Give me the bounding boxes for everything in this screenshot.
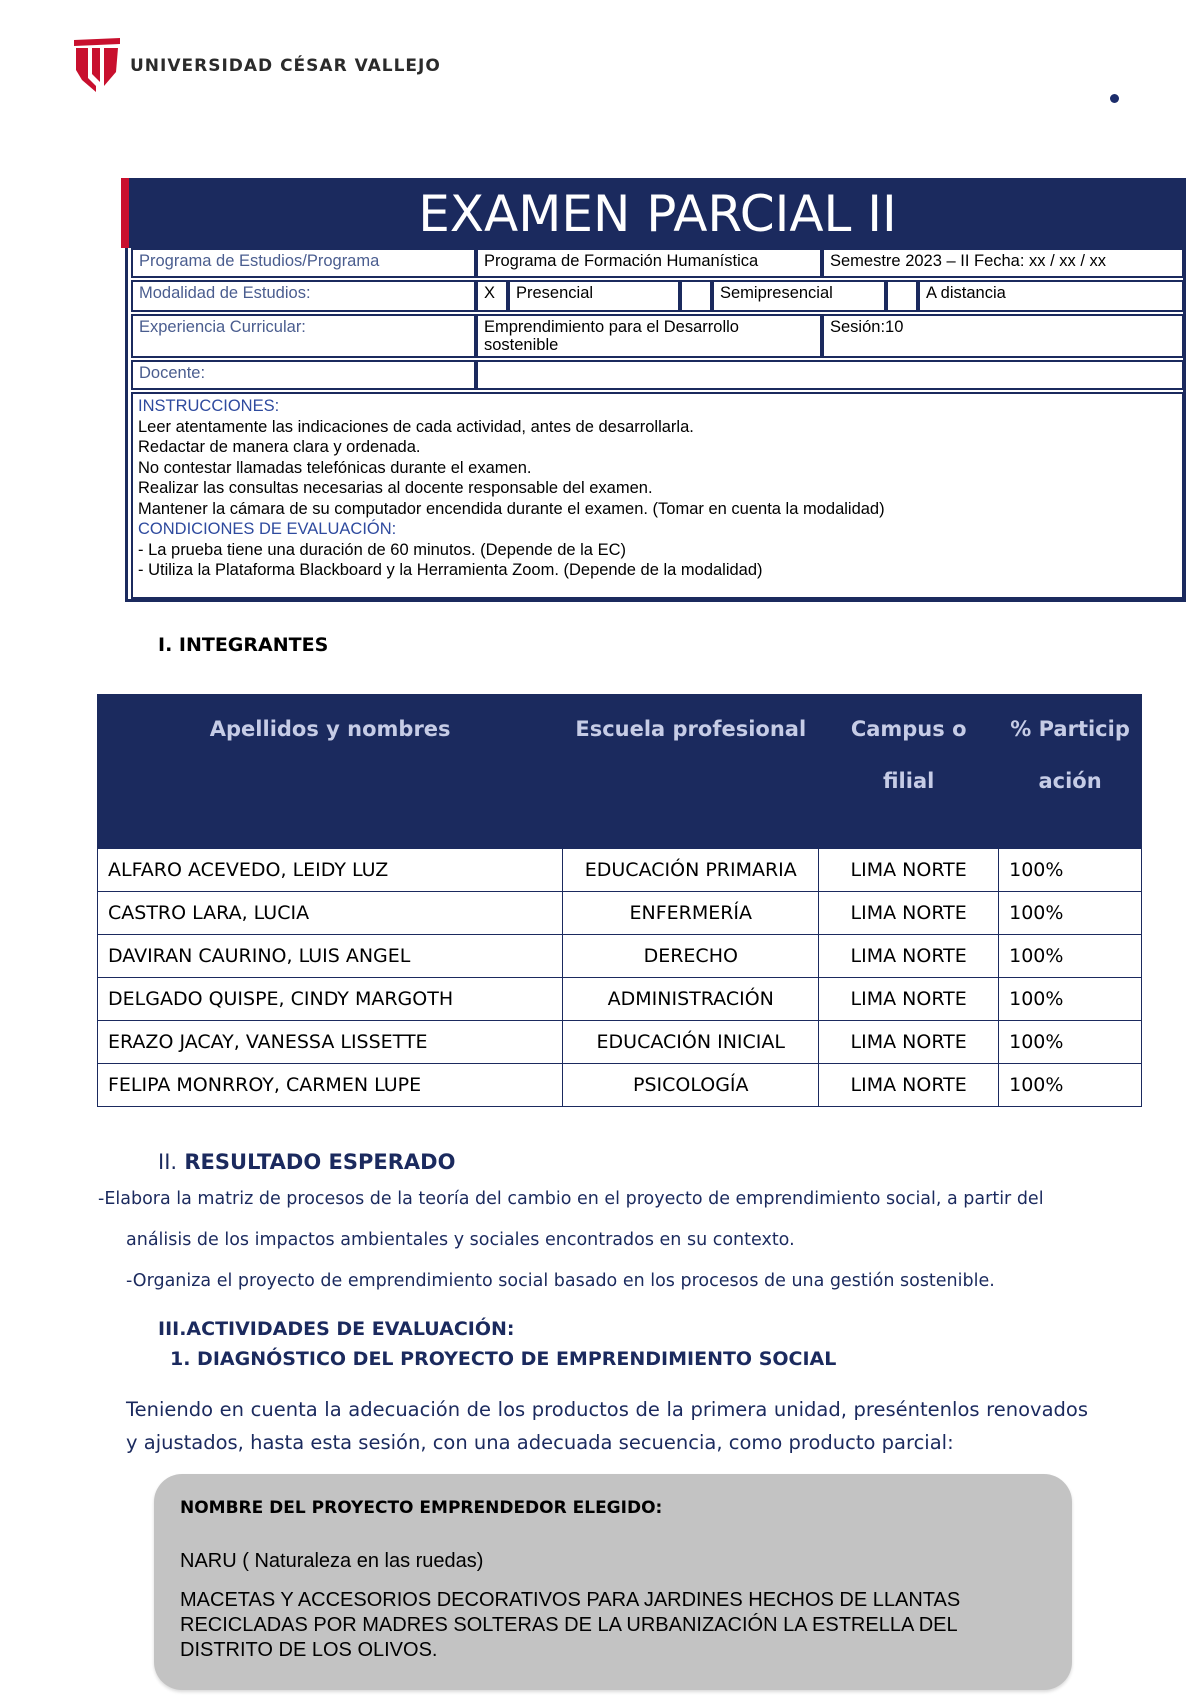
member-name: CASTRO LARA, LUCIA [98,892,563,935]
course-value: Emprendimiento para el Desarrollo sostenible [476,314,822,358]
section-resultado-title [158,1150,455,1174]
table-row [98,892,1142,935]
instruction-item: Leer atentamente las indicaciones de cada actividad, antes de desarrollarla. [138,417,694,436]
member-school: PSICOLOGÍA [563,1064,819,1107]
member-campus: LIMA NORTE [819,935,999,978]
member-name: FELIPA MONRROY, CARMEN LUPE [98,1064,563,1107]
exam-title: EXAMEN PARCIAL II [129,178,1186,248]
column-header: % Participación [999,695,1142,849]
member-campus: LIMA NORTE [819,978,999,1021]
member-participation: 100% [999,1021,1142,1064]
expected-result-line: -Elabora la matriz de procesos de la teoría del cambio en el proyecto de emprendimiento social, a partir del [98,1189,1044,1209]
member-school: DERECHO [563,935,819,978]
table-row [98,1021,1142,1064]
member-participation: 100% [999,1064,1142,1107]
session-number: Sesión:10 [822,314,1184,358]
column-header: Campus o filial [819,695,999,849]
course-label: Experiencia Curricular: [131,314,476,358]
section-title-text: RESULTADO ESPERADO [184,1150,456,1174]
member-participation: 100% [999,935,1142,978]
section-number: II. [158,1150,178,1174]
teacher-label: Docente: [131,360,476,390]
column-header: Apellidos y nombres [98,695,563,849]
conditions-heading: CONDICIONES DE EVALUACIÓN: [138,520,397,538]
instructions-box [131,392,1184,599]
table-row [98,1064,1142,1107]
activity-instructions: Teniendo en cuenta la adecuación de los productos de la primera unidad, preséntenlos renovados y ajustados, hasta esta sesión, con una adecuada secuencia, como producto parcial: [126,1398,1088,1454]
member-name: ALFARO ACEVEDO, LEIDY LUZ [98,849,563,892]
modality-semipresencial-check[interactable] [680,280,712,312]
program-value: Programa de Formación Humanística [476,248,822,278]
condition-item: - La prueba tiene una duración de 60 minutos. (Depende de la EC) [138,540,626,559]
member-participation: 100% [999,892,1142,935]
project-heading: NOMBRE DEL PROYECTO EMPRENDEDOR ELEGIDO: [180,1498,663,1518]
member-campus: LIMA NORTE [819,849,999,892]
bullet-dot [1110,94,1119,103]
university-logo [74,38,120,92]
member-school: EDUCACIÓN INICIAL [563,1021,819,1064]
member-participation: 100% [999,978,1142,1021]
expected-result-line: análisis de los impactos ambientales y sociales encontrados en su contexto. [126,1230,795,1250]
university-name: UNIVERSIDAD CÉSAR VALLEJO [130,56,441,76]
member-school: ENFERMERÍA [563,892,819,935]
teacher-value[interactable] [476,360,1184,390]
modality-presencial-check[interactable]: X [476,280,508,312]
instructions-heading: INSTRUCCIONES: [138,397,280,415]
member-campus: LIMA NORTE [819,1064,999,1107]
modality-presencial-label: Presencial [508,280,680,312]
modality-semipresencial-label: Semipresencial [712,280,886,312]
semester-date: Semestre 2023 – II Fecha: xx / xx / xx [822,248,1184,278]
table-row [98,935,1142,978]
member-name: DELGADO QUISPE, CINDY MARGOTH [98,978,563,1021]
member-name: ERAZO JACAY, VANESSA LISSETTE [98,1021,563,1064]
modality-distancia-label: A distancia [918,280,1184,312]
expected-result-line: -Organiza el proyecto de emprendimiento social basado en los procesos de una gestión sostenible. [126,1271,995,1291]
column-header: Escuela profesional [563,695,819,849]
member-school: EDUCACIÓN PRIMARIA [563,849,819,892]
instruction-item: No contestar llamadas telefónicas durante el examen. [138,458,532,477]
instruction-item: Redactar de manera clara y ordenada. [138,438,421,456]
activity-subtitle: 1. DIAGNÓSTICO DEL PROYECTO DE EMPRENDIMIENTO SOCIAL [170,1348,837,1370]
project-name: NARU ( Naturaleza en las ruedas) [180,1550,484,1572]
project-description: MACETAS Y ACCESORIOS DECORATIVOS PARA JARDINES HECHOS DE LLANTAS RECICLADAS POR MADRES SOLTERAS DE LA URBANIZACIÓN LA ESTRELLA DEL DISTRITO DE LOS OLIVOS. [180,1589,961,1661]
members-table [97,694,1142,1107]
condition-item: - Utiliza la Plataforma Blackboard y la Herramienta Zoom. (Depende de la modalidad) [138,561,763,579]
section-integrantes-title: I. INTEGRANTES [158,634,329,656]
title-accent-bar [121,178,129,248]
instruction-item: Realizar las consultas necesarias al docente responsable del examen. [138,479,653,497]
table-row [98,978,1142,1021]
member-campus: LIMA NORTE [819,892,999,935]
project-box [154,1474,1072,1690]
member-school: ADMINISTRACIÓN [563,978,819,1021]
program-label: Programa de Estudios/Programa [131,248,476,278]
member-name: DAVIRAN CAURINO, LUIS ANGEL [98,935,563,978]
section-actividades-title: III.ACTIVIDADES DE EVALUACIÓN: [158,1318,515,1340]
modality-label: Modalidad de Estudios: [131,280,476,312]
instruction-item: Mantener la cámara de su computador encendida durante el examen. (Tomar en cuenta la modalidad) [138,499,885,518]
member-participation: 100% [999,849,1142,892]
modality-distancia-check[interactable] [886,280,918,312]
member-campus: LIMA NORTE [819,1021,999,1064]
table-row [98,849,1142,892]
